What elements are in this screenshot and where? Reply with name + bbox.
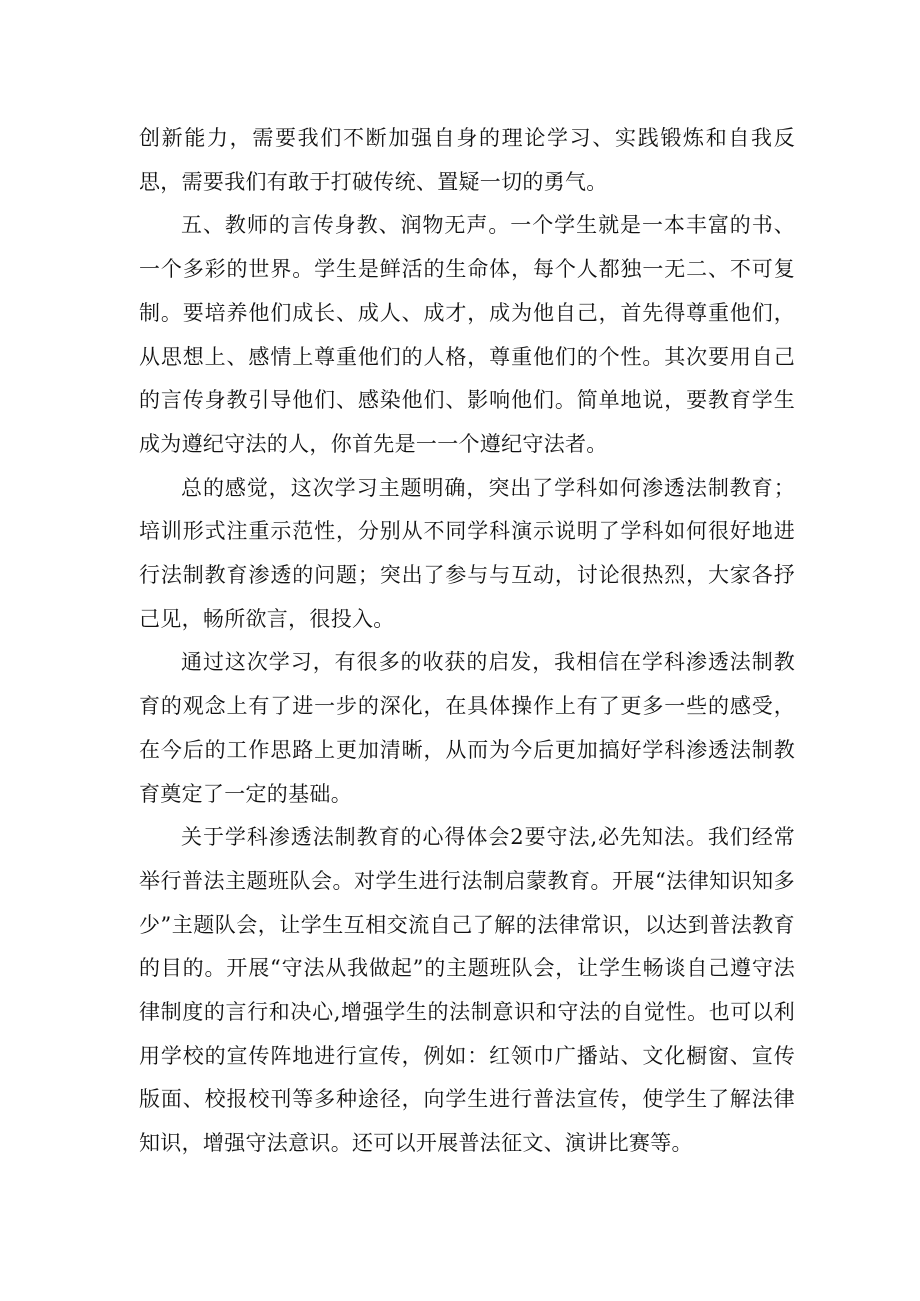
paragraph-3: 总的感觉，这次学习主题明确，突出了学科如何渗透法制教育；培训形式注重示范性，分别从不同学科演示说明了学科如何很好地进行法制教育渗透的问题；突出了参与与互动，讨论很热烈，大家各抒己见，畅所欲言，很投入。: [139, 475, 795, 631]
paragraph-1: 创新能力，需要我们不断加强自身的理论学习、实践锻炼和自我反思，需要我们有敢于打破传统、置疑一切的勇气。: [139, 126, 795, 194]
paragraph-4: 通过这次学习，有很多的收获的启发，我相信在学科渗透法制教育的观念上有了进一步的深化，在具体操作上有了更多一些的感受，在今后的工作思路上更加清晰，从而为今后更加搞好学科渗透法制教育奠定了一定的基础。: [139, 650, 795, 806]
paragraph-5: 关于学科渗透法制教育的心得体会2要守法,必先知法。我们经常举行普法主题班队会。对学生进行法制启蒙教育。开展“法律知识知多少”主题队会，让学生互相交流自己了解的法律常识，以达到普法教育的目的。开展“守法从我做起”的主题班队会，让学生畅谈自己遵守法律制度的言行和决心,增强学生的法制意识和守法的自觉性。也可以利用学校的宣传阵地进行宣传，例如：红领巾广播站、文化橱窗、宣传版面、校报校刊等多种途径，向学生进行普法宣传，使学生了解法律知识，增强守法意识。还可以开展普法征文、演讲比赛等。: [139, 825, 795, 1156]
paragraph-2: 五、教师的言传身教、润物无声。一个学生就是一本丰富的书、一个多彩的世界。学生是鲜活的生命体，每个人都独一无二、不可复制。要培养他们成长、成人、成才，成为他自己，首先得尊重他们，从思想上、感情上尊重他们的人格，尊重他们的个性。其次要用自己的言传身教引导他们、感染他们、影响他们。简单地说，要教育学生成为遵纪守法的人，你首先是一一个遵纪守法者。: [139, 213, 795, 456]
document-body: [139, 117, 795, 1166]
